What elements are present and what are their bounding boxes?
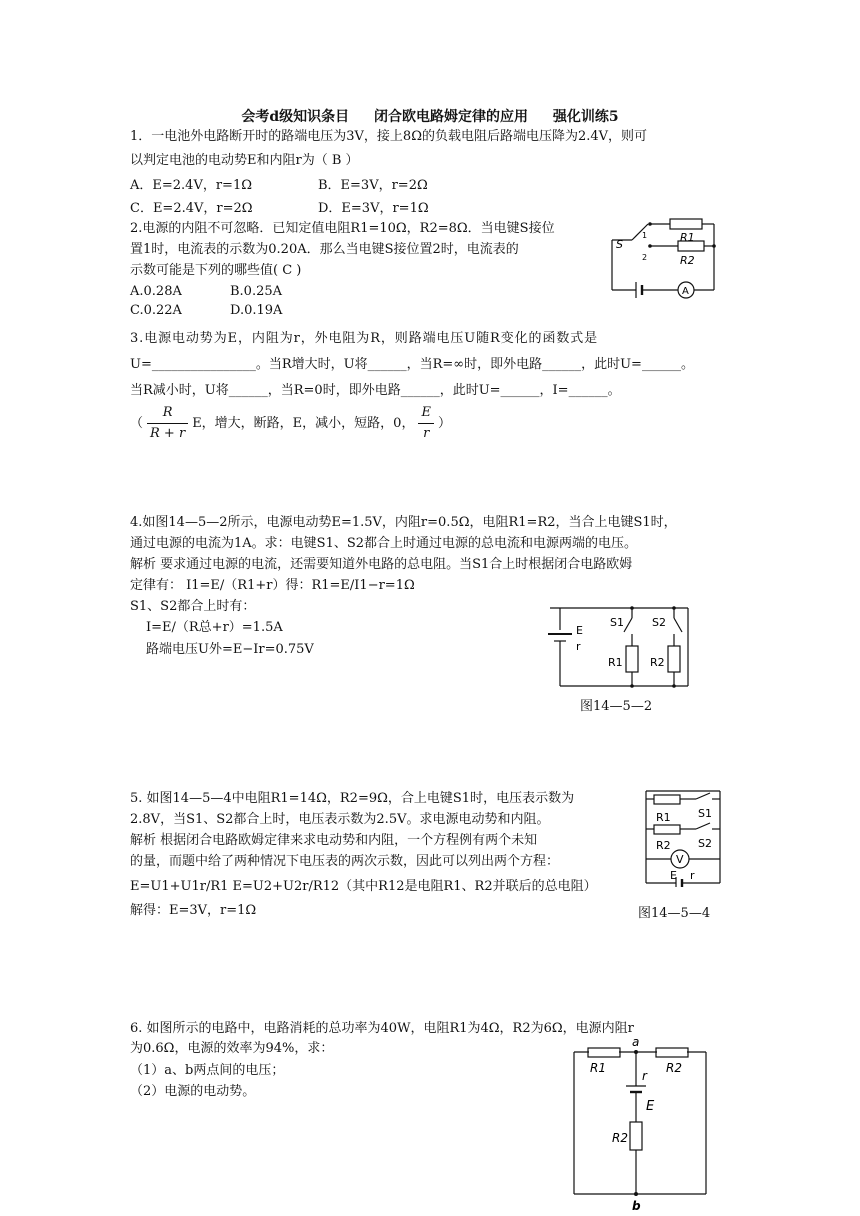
q3-answer-close: ） xyxy=(437,416,451,431)
q4-line6: I=E/（R总+r）=1.5A xyxy=(146,620,283,635)
q3-line2: U=________________。当R增大时，U将______，当R=∞时，即外电路______，此时U=______。 xyxy=(130,357,694,372)
q6-fig-label-e: E xyxy=(646,1099,655,1114)
q4-line2: 通过电源的电流为1A。求：电键S1、S2都合上时通过电源的总电流和电源两端的电压。 xyxy=(130,536,638,551)
q5-fig-label-e: E xyxy=(670,869,677,882)
q5-circuit-diagram xyxy=(640,787,726,887)
q1-option-c: C．E=2.4V，r=2Ω xyxy=(130,201,253,216)
page-title xyxy=(0,106,860,126)
q5-fig-label-r2: R2 xyxy=(656,839,671,852)
q4-line4: 定律有： I1=E/（R1+r）得：R1=E/I1−r=1Ω xyxy=(130,578,415,593)
q2-line1: 2.电源的内阻不可忽略．已知定值电阻R1=10Ω，R2=8Ω．当电键S接位 xyxy=(130,221,555,236)
q6-line2: 为0.6Ω，电源的效率为94%，求： xyxy=(130,1041,334,1056)
q4-line3: 解析 要求通过电源的电流，还需要知道外电路的总电阻。当S1合上时根据闭合电路欧姆 xyxy=(130,557,633,572)
q5-fig-label-r: r xyxy=(690,869,695,882)
q2-option-a: A.0.28A xyxy=(130,284,182,299)
q5-figure-caption: 图14—5—4 xyxy=(638,906,711,921)
q6-fig-label-r: r xyxy=(642,1069,647,1083)
q2-fig-label-r2: R2 xyxy=(680,254,695,267)
q5-fig-label-s2: S2 xyxy=(698,837,712,850)
q3-fraction-1 xyxy=(147,403,188,444)
q3-frac2-numerator: E xyxy=(418,403,434,424)
q5-fig-label-r1: R1 xyxy=(656,811,671,824)
title-part-1: 会考d级知识条目 xyxy=(241,109,350,125)
q4-fig-label-s2: S2 xyxy=(652,616,666,629)
q2-fig-ammeter-label: A xyxy=(682,286,689,297)
q2-option-d: D.0.19A xyxy=(230,303,283,318)
q3-line3: 当R减小时，U将______，当R=0时，即外电路______，此时U=______，I=______。 xyxy=(130,383,621,398)
q6-fig-label-r2-mid: R2 xyxy=(612,1131,628,1145)
q4-fig-label-r: r xyxy=(576,640,581,653)
q2-fig-label-s: S xyxy=(616,238,623,251)
q4-line1: 4.如图14—5—2所示，电源电动势E=1.5V，内阻r=0.5Ω，电阻R1=R2，当合上电键S1时， xyxy=(130,515,677,530)
q5-line3: 解析 根据闭合电路欧姆定律来求电动势和内阻，一个方程例有两个未知 xyxy=(130,833,538,848)
q5-fig-voltmeter-label: V xyxy=(676,853,684,866)
q6-line3: （1）a、b两点间的电压； xyxy=(130,1063,285,1078)
q5-line2: 2.8V，当S1、S2都合上时，电压表示数为2.5V。求电源电动势和内阻。 xyxy=(130,812,550,827)
q5-fig-label-s1: S1 xyxy=(698,807,712,820)
q3-answer-open: （ xyxy=(130,416,144,431)
q3-frac2-denominator: r xyxy=(423,426,430,441)
q4-fig-label-r2: R2 xyxy=(650,656,665,669)
q2-circuit-diagram xyxy=(608,214,720,302)
q4-line7: 路端电压U外=E−Ir=0.75V xyxy=(146,642,314,657)
q6-line4: （2）电源的电动势。 xyxy=(130,1084,256,1099)
q5-line4: 的量，而题中给了两种情况下电压表的两次示数，因此可以列出两个方程： xyxy=(130,854,560,869)
q1-line1: 1．一电池外电路断开时的路端电压为3V，接上8Ω的负载电阻后路端电压降为2.4V，则可 xyxy=(130,129,648,144)
q4-fig-label-r1: R1 xyxy=(608,656,623,669)
q3-fraction-2 xyxy=(418,403,434,444)
q6-line1: 6. 如图所示的电路中，电路消耗的总功率为40W，电阻R1为4Ω，R2为6Ω，电源内阻r xyxy=(130,1021,634,1036)
q2-option-b: B.0.25A xyxy=(230,284,283,299)
q1-option-a: A．E=2.4V，r=1Ω xyxy=(130,178,252,193)
q2-line2: 置1时，电流表的示数为0.20A．那么当电键S接位置2时，电流表的 xyxy=(130,242,519,257)
q3-line1: 3.电源电动势为E，内阻为r，外电阻为R，则路端电压U随R变化的函数式是 xyxy=(130,331,599,346)
q4-circuit-diagram xyxy=(546,604,692,690)
q2-option-c: C.0.22A xyxy=(130,303,182,318)
q5-line6: 解得：E=3V，r=1Ω xyxy=(130,903,257,918)
title-part-3: 强化训练5 xyxy=(552,109,619,125)
q6-circuit-diagram xyxy=(566,1034,714,1212)
q3-frac1-numerator: R xyxy=(147,403,188,424)
q5-line5: E=U1+U1r/R1 E=U2+U2r/R12（其中R12是电阻R1、R2并联后的总电阻） xyxy=(130,879,597,894)
q3-answer-mid: E，增大，断路，E，减小，短路，0， xyxy=(192,416,415,431)
q2-fig-label-r1: R1 xyxy=(680,231,695,244)
q1-option-d: D．E=3V，r=1Ω xyxy=(318,201,429,216)
q2-fig-label-1: 1 xyxy=(642,231,648,240)
q1-option-b: B．E=3V，r=2Ω xyxy=(318,178,428,193)
q4-line5: S1、S2都合上时有： xyxy=(130,599,256,614)
q1-line2: 以判定电池的电动势E和内阻r为（ B ） xyxy=(130,153,359,168)
q4-fig-label-s1: S1 xyxy=(610,616,624,629)
q6-fig-point-a: a xyxy=(632,1035,640,1049)
q4-figure-caption: 图14—5—2 xyxy=(580,699,653,714)
q3-answer xyxy=(130,403,451,444)
q2-line3: 示数可能是下列的哪些值( C ) xyxy=(130,263,302,278)
q6-fig-label-r1: R1 xyxy=(590,1061,606,1075)
q3-frac1-denominator: R + r xyxy=(150,426,186,441)
title-part-2: 闭合欧电路姆定律的应用 xyxy=(374,109,529,125)
q4-fig-label-e: E xyxy=(576,624,583,637)
q6-fig-label-r2-top: R2 xyxy=(666,1061,682,1075)
q2-fig-label-2: 2 xyxy=(642,253,648,262)
q5-line1: 5. 如图14—5—4中电阻R1=14Ω，R2=9Ω，合上电键S1时，电压表示数为 xyxy=(130,791,575,806)
q6-fig-point-b: b xyxy=(632,1199,641,1212)
